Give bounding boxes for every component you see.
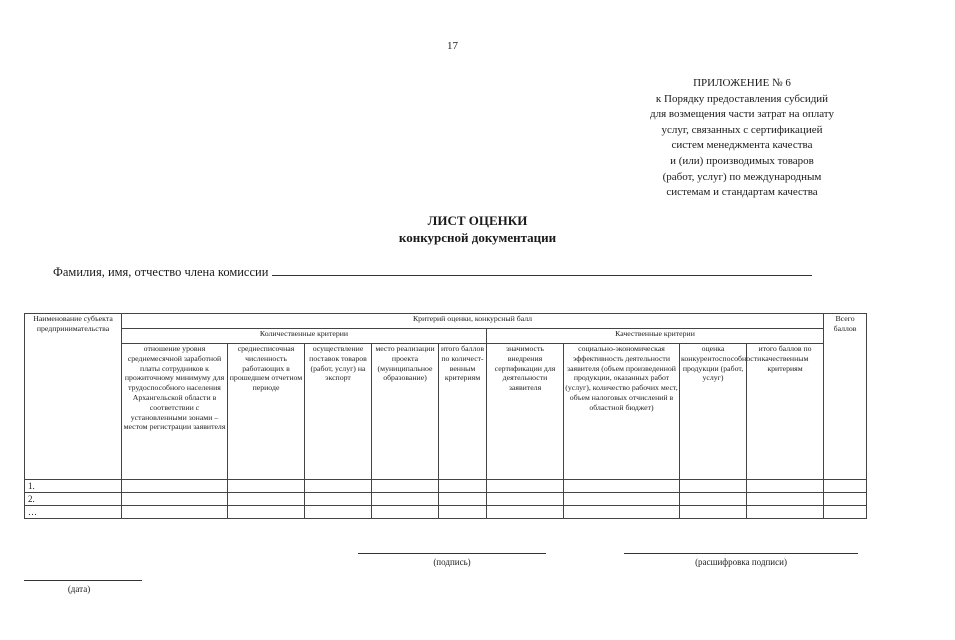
row-number: 1. [25,480,122,493]
table-cell[interactable] [305,493,372,506]
table-cell[interactable] [487,480,564,493]
appendix-line: и (или) производимых товаров [670,154,814,167]
appendix-line: ПРИЛОЖЕНИЕ № 6 [693,77,791,89]
signature-line[interactable] [358,552,546,554]
table-cell[interactable] [680,480,747,493]
commission-member-line [53,263,812,280]
table-cell[interactable] [824,506,867,519]
appendix-line: для возмещения части затрат на оплату [650,108,834,121]
col-header-total: Всего баллов [824,314,867,480]
appendix-line: систем менеджмента качества [671,139,813,152]
table-cell[interactable] [305,506,372,519]
table-cell[interactable] [747,480,824,493]
criterion-competitiveness: оценка конкурентоспособности продукции (работ, услуг) [680,344,747,480]
col-header-subject: Наименование субъекта предпринимательства [25,314,122,480]
commission-member-field-extension[interactable] [692,263,812,276]
title-main: ЛИСТ ОЦЕНКИ [427,213,528,228]
table-cell[interactable] [487,506,564,519]
evaluation-table [24,313,867,519]
table-cell[interactable] [372,480,439,493]
table-row [25,506,867,519]
table-cell[interactable] [564,506,680,519]
table-cell[interactable] [228,506,305,519]
row-number: … [25,506,122,519]
table-cell[interactable] [372,493,439,506]
criterion-project-location: место реализации проекта (муниципальное образование) [372,344,439,480]
table-cell[interactable] [564,493,680,506]
table-cell[interactable] [439,480,487,493]
signature-label: (подпись) [433,557,471,567]
commission-member-field[interactable] [272,263,692,276]
criterion-certification-significance: значимость внедрения сертификации для деятельности заявителя [487,344,564,480]
appendix-line: к Порядку предоставления субсидий [655,92,829,105]
criterion-quantitative-total: итого баллов по количест-венным критериям [439,344,487,480]
table-cell[interactable] [824,480,867,493]
table-cell[interactable] [747,493,824,506]
qualitative-criteria-header: Качественные критерии [487,329,824,344]
criterion-salary-ratio: отношение уровня среднемесячной заработной платы сотрудников к прожиточному минимуму для трудоспособного населения Архангельской области в соответствии с установленными зонами – местом регистрации заявителя [122,344,228,480]
date-label: (дата) [67,584,91,594]
criterion-socioeconomic-efficiency: социально-экономическая эффективность деятельности заявителя (объем произведенной продукции, оказанных работ (услуг), количество рабочих мест, объем налоговых отчислений в областной бюджет) [564,344,680,480]
commission-member-label: Фамилия, имя, отчество члена комиссии [53,265,269,279]
criteria-header: Критерий оценки, конкурсный балл [122,314,824,329]
decryption-line[interactable] [624,552,858,554]
table-cell[interactable] [305,480,372,493]
table-cell[interactable] [122,506,228,519]
table-cell[interactable] [122,493,228,506]
table-cell[interactable] [824,493,867,506]
row-number: 2. [25,493,122,506]
table-cell[interactable] [564,480,680,493]
title-sub: конкурсной документации [398,230,557,245]
quantitative-criteria-header: Количественные критерии [122,329,487,344]
table-cell[interactable] [680,493,747,506]
table-cell[interactable] [439,493,487,506]
table-cell[interactable] [228,480,305,493]
table-row [25,493,867,506]
table-cell[interactable] [228,493,305,506]
table-cell[interactable] [372,506,439,519]
appendix-line: услуг, связанных с сертификацией [661,123,823,136]
appendix-header [600,76,884,201]
table-cell[interactable] [747,506,824,519]
date-line[interactable] [24,579,142,581]
appendix-line: (работ, услуг) по международным [662,170,822,183]
decryption-label: (расшифровка подписи) [695,557,787,567]
table-cell[interactable] [487,493,564,506]
document-title [0,212,955,246]
table-cell[interactable] [680,506,747,519]
table-cell[interactable] [439,506,487,519]
page-number: 17 [447,40,458,52]
criterion-export: осуществление поставок товаров (работ, услуг) на экспорт [305,344,372,480]
criterion-headcount: среднесписочная численность работающих в прошедшем отчетном периоде [228,344,305,480]
table-row [25,480,867,493]
criterion-qualitative-total: итого баллов по качественным критериям [747,344,824,480]
appendix-line: системам и стандартам качества [666,186,818,199]
table-cell[interactable] [122,480,228,493]
